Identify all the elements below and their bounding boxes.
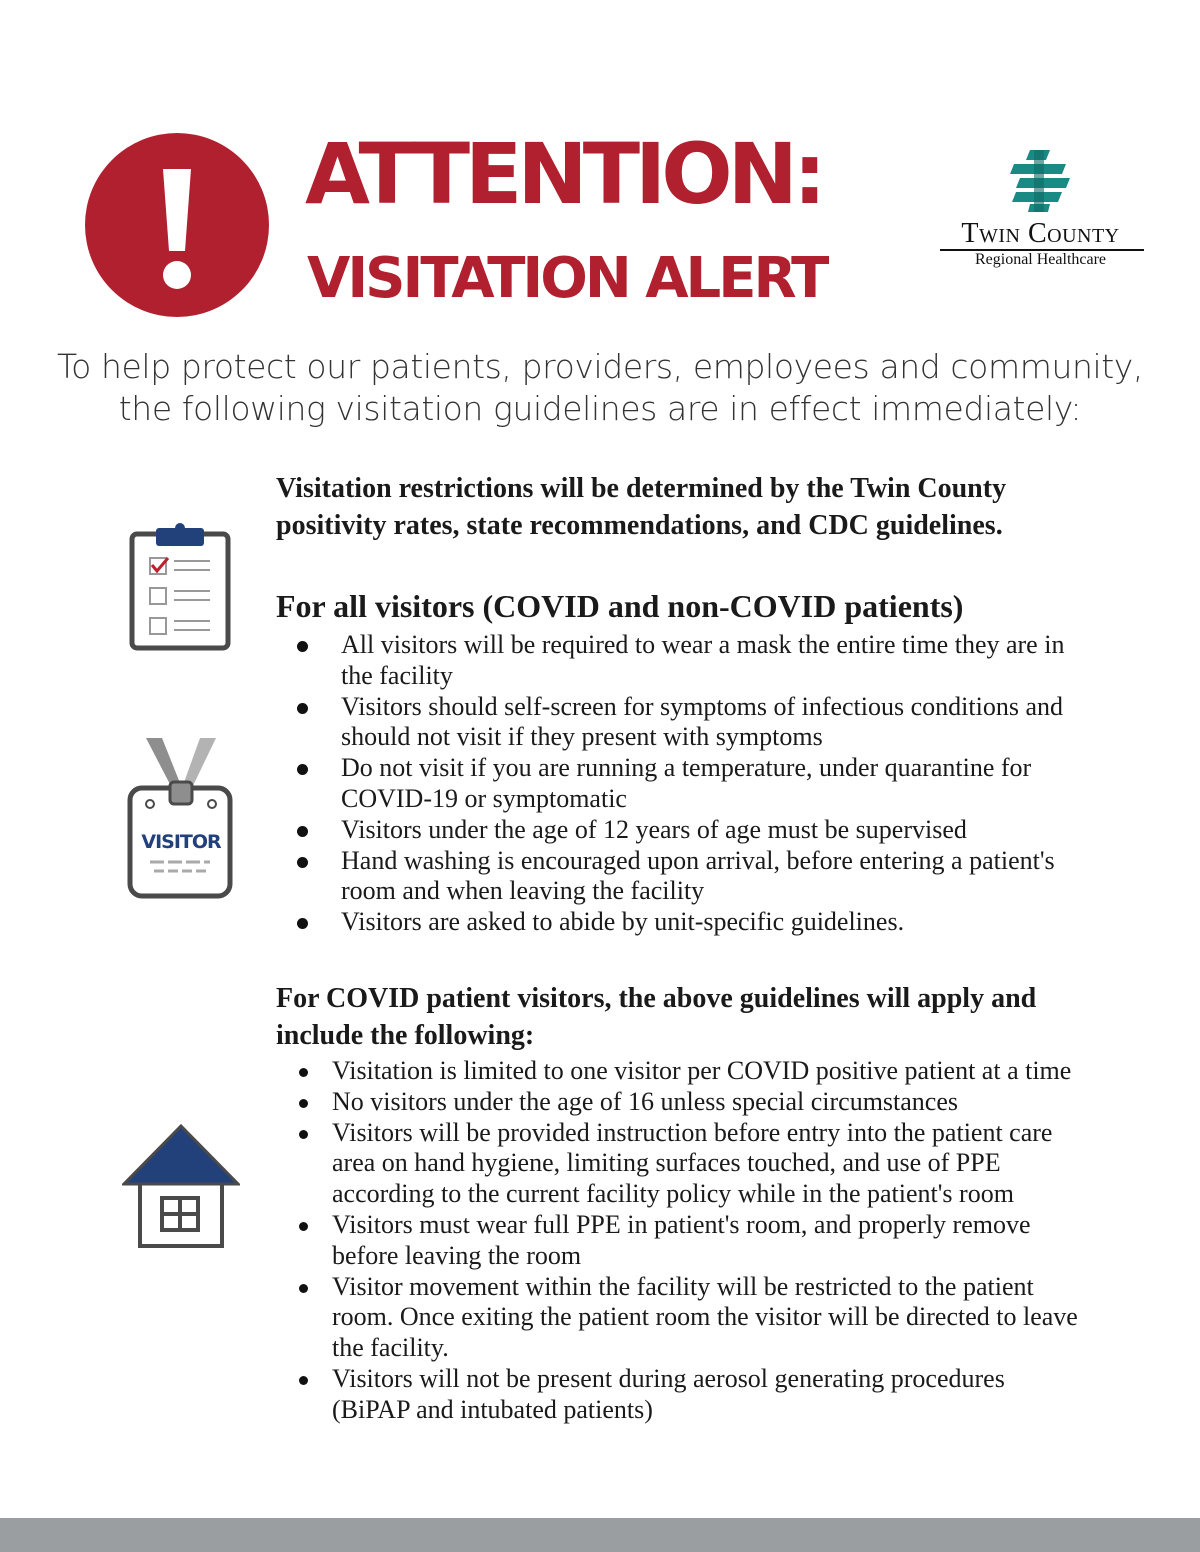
intro-line: To help protect our patients, providers, employees and community, <box>56 347 1143 386</box>
list-item: Visitors must wear full PPE in patient's room, and properly remove before leaving the room <box>332 1210 1132 1272</box>
list-item: Visitors under the age of 12 years of age must be supervised <box>341 815 1141 846</box>
covid-heading-line: include the following: <box>276 1020 535 1051</box>
restrictions-line: positivity rates, state recommendations, and CDC guidelines. <box>276 510 1003 541</box>
restrictions-paragraph <box>276 470 1156 544</box>
list-item: All visitors will be required to wear a mask the entire time they are in the facility <box>341 630 1141 692</box>
list-item: Hand washing is encouraged upon arrival, before entering a patient's room and when leaving the facility <box>341 846 1141 908</box>
logo-subtitle: Regional Healthcare <box>974 251 1107 268</box>
list-item: Do not visit if you are running a temperature, under quarantine for COVID-19 or symptomatic <box>341 753 1141 815</box>
list-item: Visitors are asked to abide by unit-specific guidelines. <box>341 907 1141 938</box>
badge-label: VISITOR <box>141 831 221 853</box>
subheadline: VISITATION ALERT <box>307 246 827 311</box>
covid-heading-line: For COVID patient visitors, the above guidelines will apply and <box>276 983 1037 1014</box>
visitor-badge-icon <box>126 738 236 900</box>
covid-visitors-heading <box>276 980 1156 1054</box>
intro-text <box>40 346 1160 430</box>
twin-county-logo <box>928 150 1153 275</box>
all-visitors-heading: For all visitors (COVID and non-COVID patients) <box>276 588 964 624</box>
house-icon <box>122 1124 240 1248</box>
all-visitors-list <box>341 630 1141 938</box>
headline: ATTENTION: <box>305 125 822 223</box>
footer-bar <box>0 1518 1200 1552</box>
logo-name: Twin County <box>961 218 1120 249</box>
list-item: Visitor movement within the facility will be restricted to the patient room. Once exiting the patient room the visitor will be directed to leave the facility. <box>332 1272 1132 1364</box>
restrictions-line: Visitation restrictions will be determined by the Twin County <box>276 473 1007 504</box>
list-item: Visitors will not be present during aerosol generating procedures (BiPAP and intubated patients) <box>332 1364 1132 1426</box>
list-item: Visitors will be provided instruction before entry into the patient care area on hand hygiene, limiting surfaces touched, and use of PPE according to the current facility policy while in the patient's room <box>332 1118 1132 1210</box>
list-item: Visitation is limited to one visitor per COVID positive patient at a time <box>332 1056 1132 1087</box>
list-item: No visitors under the age of 16 unless special circumstances <box>332 1087 1132 1118</box>
list-item: Visitors should self-screen for symptoms of infectious conditions and should not visit if they present with symptoms <box>341 692 1141 754</box>
intro-line: the following visitation guidelines are in effect immediately: <box>118 389 1082 428</box>
logo-mark-icon <box>1010 150 1070 212</box>
clipboard-checklist-icon <box>126 520 234 654</box>
covid-visitors-list <box>332 1056 1132 1426</box>
exclamation-icon <box>85 133 269 317</box>
